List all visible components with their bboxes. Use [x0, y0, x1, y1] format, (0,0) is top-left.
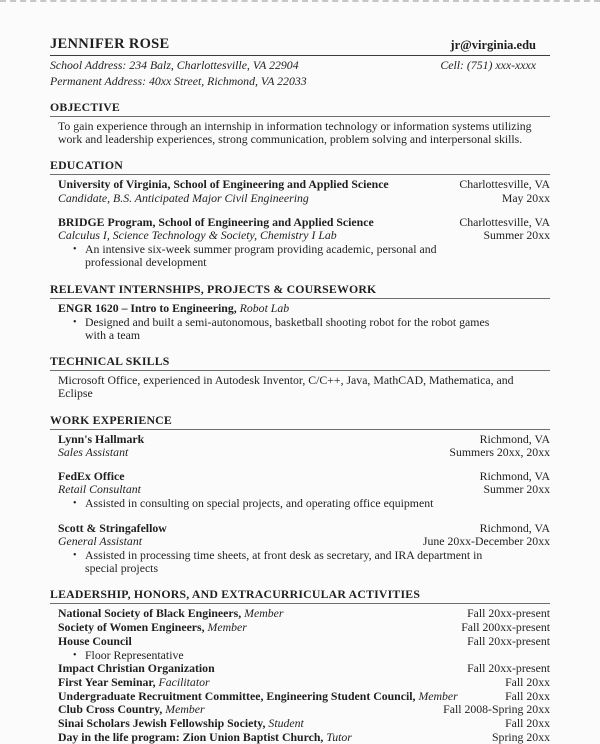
leadership-row	[58, 690, 550, 703]
job-role: Retail Consultant	[58, 482, 141, 497]
person-name: JENNIFER ROSE	[50, 36, 170, 52]
technical-skills-title: TECHNICAL SKILLS	[50, 354, 550, 371]
member-role: Member	[165, 702, 205, 717]
bullet-item	[58, 316, 550, 342]
work-entry	[58, 433, 550, 459]
education-date: Summer 20xx	[483, 228, 550, 243]
resume-header	[50, 36, 550, 88]
leadership-date: Fall 2008-Spring 20xx	[443, 702, 550, 717]
company-location: Richmond, VA	[479, 469, 550, 484]
leadership-date: Spring 20xx	[491, 729, 550, 744]
cell-phone: Cell: (751) xxx-xxxx	[440, 58, 536, 72]
institution-name: BRIDGE Program, School of Engineering and Applied Science	[58, 214, 374, 229]
section-technical-skills	[50, 354, 550, 400]
job-role: General Assistant	[58, 533, 143, 548]
member-role: Student	[268, 716, 304, 731]
leadership-date: Fall 20xx	[505, 688, 550, 703]
company-name: Lynn's Hallmark	[58, 431, 145, 446]
leadership-row	[58, 635, 550, 648]
bullet-item	[58, 243, 550, 269]
company-name: FedEx Office	[58, 469, 125, 484]
organization-name: Sinai Scholars Jewish Fellowship Society,	[58, 716, 266, 731]
bullet-text: An intensive six-week summer program providing academic, personal and professional development	[85, 242, 437, 270]
work-experience-title: WORK EXPERIENCE	[50, 413, 550, 430]
organization-name: National Society of Black Engineers,	[58, 606, 242, 621]
leadership-row	[58, 607, 550, 620]
bullet-icon: •	[73, 550, 77, 562]
leadership-row	[58, 676, 550, 689]
permanent-address: Permanent Address: 40xx Street, Richmond, VA 22033	[50, 74, 307, 88]
bullet-icon: •	[73, 498, 77, 510]
leadership-row	[58, 717, 550, 730]
bullet-text: Designed and built a semi-autonomous, basketball shooting robot for the robot games with a team	[85, 314, 490, 343]
objective-text: To gain experience through an internship in information technology or information systems utilizing work and leadership experiences, strong communication, problem solving and interpersonal skills.	[58, 119, 532, 147]
member-role: Member	[418, 688, 458, 703]
section-internships	[50, 282, 550, 343]
bullet-text: Assisted in consulting on special projects, and operating office equipment	[85, 496, 434, 511]
member-role: Member	[207, 620, 247, 635]
bullet-text: Floor Representative	[85, 648, 184, 663]
education-title: EDUCATION	[50, 158, 550, 175]
institution-name: University of Virginia, School of Engineering and Applied Science	[58, 177, 389, 192]
company-name: Scott & Stringafellow	[58, 520, 167, 535]
organization-name: Club Cross Country,	[58, 702, 163, 717]
objective-title: OBJECTIVE	[50, 100, 550, 117]
leadership-date: Fall 200xx-present	[461, 620, 550, 635]
section-objective	[50, 100, 550, 146]
job-date: June 20xx-December 20xx	[422, 533, 550, 548]
organization-name: Impact Christian Organization	[58, 661, 215, 676]
education-date: May 20xx	[501, 190, 550, 205]
organization-name: Society of Women Engineers,	[58, 620, 205, 635]
section-work-experience	[50, 413, 550, 576]
email-address: jr@virginia.edu	[450, 38, 536, 52]
internships-title: RELEVANT INTERNSHIPS, PROJECTS & COURSEWORK	[50, 282, 550, 299]
degree-detail: Calculus I, Science Technology & Society, Chemistry I Lab	[58, 228, 337, 243]
organization-name: First Year Seminar,	[58, 674, 156, 689]
bullet-icon: •	[73, 244, 77, 256]
section-leadership	[50, 587, 550, 744]
job-role: Sales Assistant	[58, 444, 129, 459]
job-date: Summer 20xx	[483, 482, 550, 497]
permanent-address-row	[50, 75, 550, 88]
work-entry	[58, 470, 550, 511]
education-entry	[58, 178, 550, 204]
leadership-date: Fall 20xx-present	[467, 633, 550, 648]
bullet-icon: •	[73, 650, 77, 662]
section-education	[50, 158, 550, 269]
bullet-item	[58, 497, 550, 510]
leadership-row	[58, 621, 550, 634]
member-role: Tutor	[326, 729, 352, 744]
leadership-date: Fall 20xx	[505, 674, 550, 689]
organization-name: House Council	[58, 633, 132, 648]
name-row	[50, 36, 550, 56]
school-address-row	[50, 59, 550, 72]
company-location: Richmond, VA	[479, 520, 550, 535]
leadership-date: Fall 20xx-present	[467, 661, 550, 676]
course-role: Robot Lab	[239, 300, 290, 315]
school-address: School Address: 234 Balz, Charlottesville, VA 22904	[50, 58, 299, 72]
leadership-row	[58, 731, 550, 744]
organization-name: Day in the life program: Zion Union Baptist Church,	[58, 729, 324, 744]
course-name: ENGR 1620 – Intro to Engineering,	[58, 300, 237, 315]
organization-name: Undergraduate Recruitment Committee, Engineering Student Council,	[58, 688, 416, 703]
institution-location: Charlottesville, VA	[459, 177, 550, 192]
technical-skills-text: Microsoft Office, experienced in Autodesk Inventor, C/C++, Java, MathCAD, Mathematica, and Eclipse	[58, 373, 514, 401]
leadership-row	[58, 703, 550, 716]
leadership-date: Fall 20xx	[505, 716, 550, 731]
education-entry	[58, 216, 550, 270]
internship-entry	[58, 302, 550, 343]
leadership-date: Fall 20xx-present	[467, 606, 550, 621]
bullet-item	[58, 549, 550, 575]
member-role: Facilitator	[158, 674, 210, 689]
work-entry	[58, 522, 550, 576]
leadership-title: LEADERSHIP, HONORS, AND EXTRACURRICULAR ACTIVITIES	[50, 587, 550, 604]
leadership-row	[58, 662, 550, 675]
institution-location: Charlottesville, VA	[459, 214, 550, 229]
member-role: Member	[244, 606, 284, 621]
degree-detail: Candidate, B.S. Anticipated Major Civil Engineering	[58, 190, 309, 205]
job-date: Summers 20xx, 20xx	[449, 444, 550, 459]
bullet-icon: •	[73, 316, 77, 328]
bullet-text: Assisted in processing time sheets, at front desk as secretary, and IRA department in special projects	[85, 548, 483, 576]
company-location: Richmond, VA	[479, 431, 550, 446]
